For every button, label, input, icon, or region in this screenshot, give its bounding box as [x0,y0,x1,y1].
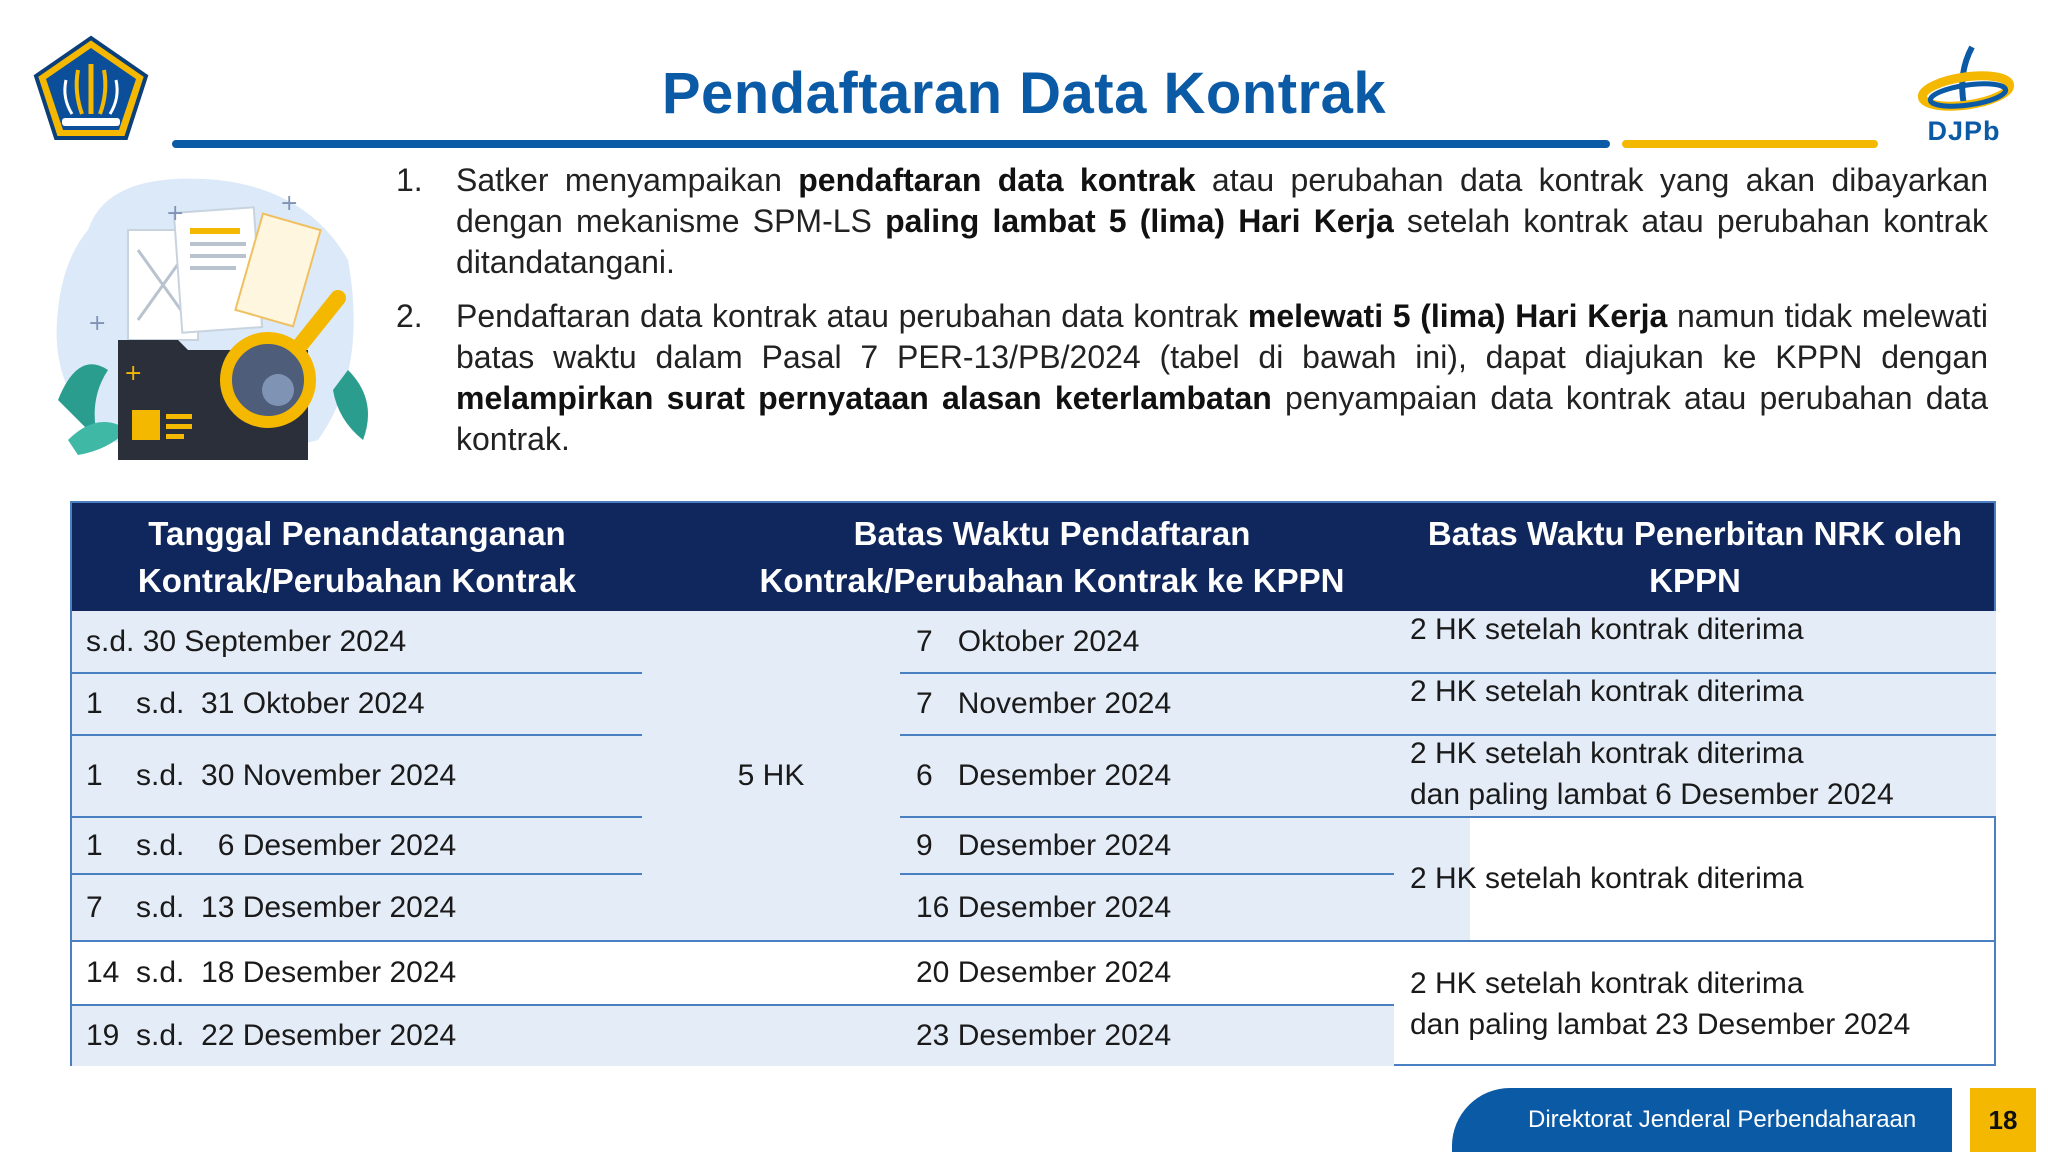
instruction-number: 1. [396,162,423,198]
page-title: Pendaftaran Data Kontrak [661,61,1387,126]
svg-text:+: + [124,361,143,386]
svg-text:+: + [88,311,107,336]
header-registration-deadline: Batas Waktu Pendaftaran Kontrak/Perubahan Kontrak ke KPPN [759,515,1345,599]
table-cell-nrk-deadline: 2 HK setelah kontrak diterima [1410,675,1804,708]
instruction-item [396,160,1988,283]
title-underline-blue [172,140,1610,148]
table-cell-registration-deadline: 16 Desember 2024 [916,890,1172,924]
instruction-item [396,296,1988,460]
table-cell-nrk-deadline: 2 HK setelah kontrak diterima dan paling lambat 6 Desember 2024 [1410,737,1894,811]
table-cell-signing-date: s.d. 30 September 2024 [86,625,407,658]
table-cell-signing-date: 1 s.d. 31 Oktober 2024 [86,687,425,720]
table-cell-signing-date: 14 s.d. 18 Desember 2024 [86,956,457,989]
table-cell-signing-date: 1 s.d. 30 November 2024 [86,759,457,792]
instruction-text: Pendaftaran data kontrak atau perubahan data kontrak melewati 5 (lima) Hari Kerja namun tidak melewati batas waktu dalam Pasal 7 PER-13/PB/2024 (tabel di bawah ini), dapat diajukan ke KPPN dengan melampirkan surat pernyataan alasan keterlambatan penyampaian data kontrak atau perubahan data kontrak. [456,298,1989,457]
footer-org-name: Direktorat Jenderal Perbendaharaan [1528,1106,1917,1133]
table-cell-nrk-deadline: 2 HK setelah kontrak diterima [1410,613,1804,646]
table-cell-registration-deadline: 7 November 2024 [916,687,1172,720]
svg-text:+: + [166,201,185,226]
svg-text:+: + [280,191,299,216]
document-search-illustration [48,170,378,470]
table-cell-signing-date: 7 s.d. 13 Desember 2024 [86,890,457,924]
header-nrk-deadline: Batas Waktu Penerbitan NRK oleh KPPN [1427,515,1963,599]
table-cell-registration-deadline: 9 Desember 2024 [916,828,1172,862]
table-cell-nrk-deadline: 2 HK setelah kontrak diterima [1410,862,1804,895]
instruction-text: Satker menyampaikan pendaftaran data kontrak atau perubahan data kontrak yang akan dibayarkan dengan mekanisme SPM-LS paling lambat 5 (lima) Hari Kerja setelah kontrak atau perubahan kontrak ditandatangani. [456,162,1989,280]
table-cell-signing-date: 19 s.d. 22 Desember 2024 [86,1018,457,1052]
table-cell-nrk-deadline: 2 HK setelah kontrak diterima dan paling lambat 23 Desember 2024 [1410,967,1911,1041]
page-number: 18 [1970,1088,2036,1152]
table-cell-signing-date: 1 s.d. 6 Desember 2024 [86,828,457,862]
instruction-number: 2. [396,298,423,334]
table-cell-registration-deadline: 20 Desember 2024 [916,956,1172,989]
instruction-list [396,160,1988,473]
table-cell-registration-deadline: 6 Desember 2024 [916,759,1172,792]
header-signing-date: Tanggal Penandatanganan Kontrak/Perubahan Kontrak [137,515,577,599]
table-cell-registration-deadline: 7 Oktober 2024 [916,625,1140,658]
table-cell-registration-deadline: 23 Desember 2024 [916,1018,1172,1052]
title-underline-yellow [1622,140,1878,148]
contract-deadline-table [70,501,1996,1066]
table-cell-5hk-span: 5 HK [737,759,805,792]
djpb-logo-text: DJPb [1927,116,2001,146]
